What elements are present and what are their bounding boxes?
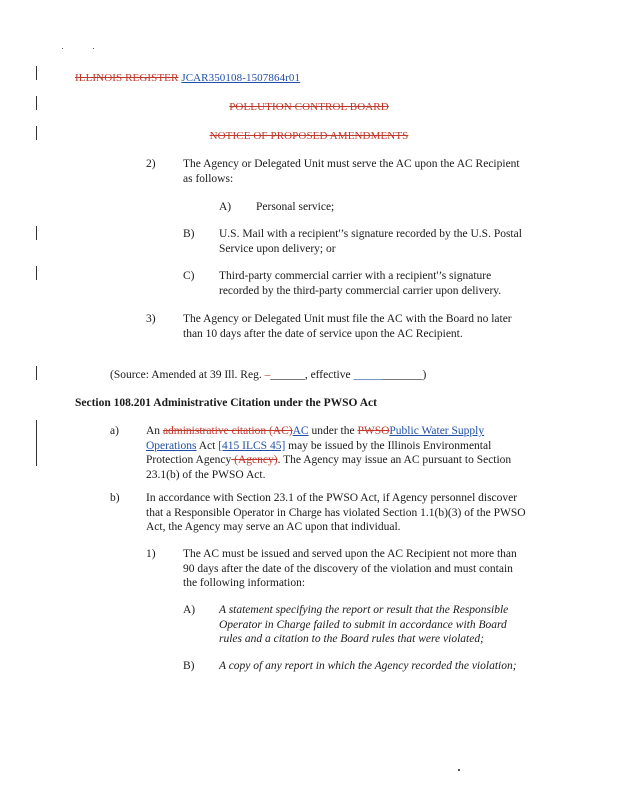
item-3-text	[183, 312, 512, 341]
inserted-text: Operations	[146, 439, 197, 452]
sub-b1b-label: B)	[183, 660, 195, 672]
source-blank: ______	[270, 369, 305, 381]
sub-b-line: U.S. Mail with a recipient'’s signature recorded by the U.S. Postal	[219, 228, 522, 240]
para-a-line-3	[146, 453, 546, 468]
source-mid: , effective	[304, 369, 354, 381]
inserted-text: AC	[292, 425, 309, 437]
inserted-text: Public Water Supply	[389, 425, 485, 437]
source-prefix: (Source: Amended at 39 Ill. Reg.	[110, 369, 265, 381]
source-blank: _______	[382, 369, 423, 381]
scan-speck	[458, 769, 460, 771]
item-b1-number: 1)	[146, 548, 156, 560]
para-a-rest: . The Agency may issue an AC pursuant to Section	[277, 454, 512, 467]
para-a-label: a)	[110, 425, 119, 437]
para-b-text	[146, 491, 526, 535]
item-b1-line: 90 days after the date of the discovery of the violation and must contain	[183, 562, 513, 575]
para-b-line: that a Responsible Operator in Charge has violated Section 1.1(b)(3) of the PWSO	[146, 506, 526, 519]
item-2-text	[183, 157, 520, 186]
sub-b1a-text	[219, 603, 508, 647]
sub-b1b-text: A copy of any report in which the Agency recorded the violation;	[219, 660, 517, 672]
item-2-line: as follows:	[183, 172, 234, 185]
para-a-line-4: 23.1(b) of the PWSO Act.	[146, 468, 266, 481]
source-note	[110, 368, 426, 383]
source-suffix: )	[422, 369, 427, 381]
item-2-line: The Agency or Delegated Unit must serve the AC upon the AC Recipient	[183, 158, 520, 170]
para-a-an: An	[146, 425, 163, 437]
change-bar	[36, 366, 37, 380]
change-bar	[36, 226, 37, 240]
item-b1-line: the following information:	[183, 577, 306, 590]
register-new: JCAR350108-1507864r01	[181, 72, 301, 84]
board-title: POLLUTION CONTROL BOARD	[229, 101, 389, 113]
sub-b-text	[219, 227, 522, 256]
sub-b1a-label: A)	[183, 604, 196, 616]
scan-speck	[62, 48, 63, 49]
para-a-text	[146, 424, 546, 482]
para-a-act: Act	[196, 439, 219, 452]
deleted-text: administrative citation (AC)	[162, 425, 293, 437]
change-bar	[36, 266, 37, 280]
sub-c-label: C)	[183, 270, 195, 282]
item-3-line: than 10 days after the date of service upon the AC Recipient.	[183, 327, 463, 340]
source-dash: –	[264, 369, 271, 381]
deleted-text: (Agency)	[231, 454, 278, 467]
notice-title: NOTICE OF PROPOSED AMENDMENTS	[209, 130, 409, 142]
para-a-agency: Protection Agency	[146, 454, 232, 467]
source-blank-inserted: _____	[353, 369, 383, 381]
register-old: ILLINOIS REGISTER	[75, 72, 179, 84]
para-b-line: Act, the Agency may serve an AC upon that individual.	[146, 521, 401, 534]
change-bar	[36, 66, 37, 80]
para-a-line-2	[146, 439, 546, 454]
sub-b1a-line: rules and a citation to the Board rules that were violated;	[219, 633, 484, 646]
para-b-label: b)	[110, 492, 120, 504]
sub-b-line: Service upon delivery; or	[219, 242, 336, 255]
item-3-number: 3)	[146, 313, 156, 325]
sub-c-line: recorded by the third-party commercial carrier upon delivery.	[219, 284, 502, 297]
sub-c-text	[219, 269, 501, 298]
sub-a-text: Personal service;	[256, 201, 335, 213]
sub-b1a-line: A statement specifying the report or result that the Responsible	[219, 604, 509, 616]
para-b-line: In accordance with Section 23.1 of the PWSO Act, if Agency personnel discover	[146, 492, 518, 504]
scan-speck	[93, 48, 94, 49]
section-heading: Section 108.201 Administrative Citation under the PWSO Act	[75, 397, 377, 409]
sub-b1a-line: Operator in Charge failed to submit in accordance with Board	[219, 618, 507, 631]
item-3-line: The Agency or Delegated Unit must file the AC with the Board no later	[183, 313, 512, 325]
inserted-text: [415 ILCS 45]	[218, 439, 286, 452]
item-2-number: 2)	[146, 158, 156, 170]
sub-a-label: A)	[219, 201, 232, 213]
item-b1-text	[183, 547, 517, 591]
para-a-under: under the	[308, 425, 358, 437]
register-header	[75, 72, 300, 84]
sub-b-label: B)	[183, 228, 195, 240]
para-a-rest: may be issued by the Illinois Environmental	[285, 439, 492, 452]
deleted-text: PWSO	[357, 425, 390, 437]
sub-c-line: Third-party commercial carrier with a recipient'’s signature	[219, 270, 492, 282]
item-b1-line: The AC must be issued and served upon the AC Recipient not more than	[183, 548, 517, 560]
para-a-line-1	[146, 424, 546, 439]
change-bar	[36, 420, 37, 466]
